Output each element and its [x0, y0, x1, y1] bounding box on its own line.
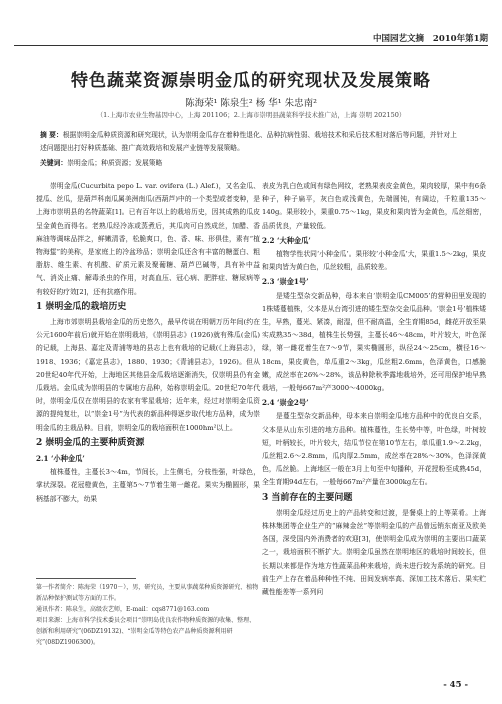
paragraph: 是蔓生型杂交新品种，母本来自崇明金瓜地方品种中的优良自交系，父本是从山东引进的地方品种。植株蔓性，生长势中等，叶色绿，叶树较短，叶柄较长，叶片较大，结瓜节位在第10节左右，单瓜重1.9～2.2kg，瓜丝粗2.6～2.8mm，瓜肉厚2.5mm，成丝率在28%～30%，色泽深黄色，瓜丝脆。上海地区一般在3月上旬至中旬播种，开花授粉至成熟45d，全生育期94d左右，一般每667m²产量在3000kg左右。 — [262, 412, 486, 487]
footnote-author: 第一作者简介：陈海荣（1970－），男，研究员，主要从事蔬菜种质资源研究、植物新品种保护测试等方面的工作。 — [36, 584, 259, 602]
paragraph: 崇明金瓜(Cucurbita pepo L. var. ovifera (L.) Alef.)，又名金瓜、搅瓜、丝瓜，是葫芦科南瓜属美洲南瓜(西葫芦)中的一个类型或者变种，是上海市崇明县的名特蔬菜[1]。已有百年以上的栽培历史，因其成熟的瓜皮呈金黄色而得名。老熟瓜经冷冻或蒸煮后，其瓜肉可自然成丝，加醋、香麻油等调味品拌之，鲜嫩清香，松脆爽口，色、香、味、形俱佳，素有“植物海蜇”的美称，是家庭上的冷盆珍品；崇明金瓜还含有丰富的糖蛋白、粗脂肪、维生素、有机酸、矿质元素及聚葡糖、葫芦巴碱等，具有补中益气、消炎止痛、解毒杀虫的作用，对高血压、冠心病、肥胖症、糖尿病等有较好的疗效[2]，还有抗癌作用。 — [36, 182, 260, 296]
paragraph: 是矮生型杂交新品种，母本来自‘崇明金瓜CM005’的营种田里发现的1株矮蔓植株，父本是从台湾引进的矮生型杂交金瓜品种。‘崇金1号’植株矮生，早熟，蔓光、紧凑，耐湿，但不耐高温，全生育期85d，雌花开放至果实成熟35～38d，植株生长势强，主蔓长46～48cm，叶片较大，叶色深绿，第一雌花着生在7～9节，果实椭圆形，纵径24～25cm，横径16～18cm，果皮黄色，单瓜重2～3kg，瓜丝粗2.6mm，色泽黄色，口感脆嫩，成丝率在26%～28%，该品种除秋季露地栽培外，还可用保护地早熟栽培，一般每667m²产3000～4000kg。 — [262, 291, 486, 393]
abstract-text: 根据崇明金瓜种质资源和研究现状，认为崇明金瓜存在着种性退化、品种抗病性弱、栽培技术和采后技术相对落后等问题，并针对上述问题提出打好种质基础、推广高效栽培和发展产业链等发展策略。 — [40, 131, 457, 152]
paragraph: 崇明金瓜经过历史上的产品转变和过渡，是餐桌上的上等菜肴。上海株林集团等企业生产的“麻辣金丝”等崇明金瓜的产品曾远销东南亚及欧美各国，深受国内外消费者的欢迎[3]，使崇明金瓜成为崇明的主要出口蔬菜之一，栽培面积不断扩大。崇明金瓜虽然在崇明地区的栽培时间较长，但长期以来都是作为地方性蔬菜品种来栽培，尚未进行较为系统的研究。目前生产上存在着品种种性不纯、田间发病率高、深加工技术落后、果实贮藏性能差等一系列问 — [262, 508, 486, 597]
affiliation: （1.上海市农业生物基因中心，上海 201106；2.上海市崇明县蔬菜科学技术推广站，上海 崇明 202150） — [96, 111, 406, 119]
keywords-text: 崇明金瓜；种质资源；发展策略 — [67, 159, 163, 167]
abstract — [40, 129, 462, 155]
journal-name: 中国园艺文摘 — [373, 34, 425, 44]
page-number: - 45 - — [443, 680, 468, 690]
footnote-rule — [36, 578, 136, 579]
footnote — [36, 582, 260, 648]
footnote-funding: 项目来源：上海市科学技术委员会项目“崇明岛优良农作物种质资源的收集、整理、创新和利用研究”(06DZ19132)、“崇明金瓜等特色农产品种质资源利用研究”(08DZ1906300)。 — [36, 617, 256, 646]
section-heading: 2.4 ‘崇金2号’ — [262, 398, 309, 408]
keywords-label: 关键词： — [40, 159, 68, 167]
paragraph: 植物学性状同‘小种金瓜’。果形较‘小种金瓜’大，果重1.5～2kg，果皮和果肉皆为黄白色，瓜丝较粗，品质较差。 — [262, 250, 486, 272]
paragraph: 植株蔓性，主蔓长3～4m，节间长，上生侧毛，分枝性强，叶绿色，掌状深裂。花冠橙黄色，主蔓第5～7节着生第一雌花。果实为椭圆形，果柄基部不膨大，幼果 — [36, 468, 260, 503]
section-heading: 2.3 ‘崇金1号’ — [262, 277, 309, 287]
keywords — [40, 157, 462, 167]
paragraph: 表皮为乳白色或间有绿色网纹，老熟果表皮金黄色，果肉较厚，果中有6条种子，种子扁平，灰白色或浅黄色，先端圆钝，有阔边，千粒重135～140g。果形较小，果重0.75～1kg，果皮和果肉皆为金黄色，瓜丝细密，品质优良，产量较低。 — [262, 182, 486, 230]
section-heading: 1 崇明金瓜的栽培历史 — [36, 301, 127, 312]
journal-issue: 2010年第1期 — [432, 34, 488, 44]
section-heading: 3 当前存在的主要问题 — [262, 492, 353, 503]
section-heading: 2 崇明金瓜的主要种质资源 — [36, 437, 145, 448]
paragraph: 上海市郊崇明县栽培金瓜的历史悠久，最早传说在明朝万历年间(约在公元1600年前后)就开始在崇明栽培，《崇明县志》(1926)就有殊瓜(金瓜)的记载，上海县、嘉定及青浦等地的县志上也有栽培的记载(《上海县志》，1918、1936；《嘉定县志》，1880、1930；《青浦县志》，1926)。但从20世纪40年代开始，上海地区其他县金瓜栽培逐渐消失，仅崇明县仍有金瓜栽培。金瓜成为崇明县的专属地方品种，始称崇明金瓜。20世纪70年代时，崇明金瓜仅在崇明县的农家有零星栽培；近年来，经过对崇明金瓜资源的提纯复壮，以“崇金1号”为代表的新品种得逐步取代地方品种，成为崇明金瓜的主栽品种。目前，崇明金瓜的栽培面积在1000hm²以上。 — [36, 318, 260, 432]
left-column — [36, 180, 260, 506]
header-rule — [14, 45, 488, 46]
authors: 陈海荣¹ 陈泉生² 杨 华¹ 朱忠南² — [185, 98, 317, 109]
journal-header — [373, 32, 488, 44]
footnote-correspondence: 通讯作者：陈泉生，高级农艺师，E-mail：cqs8771@163.com — [36, 606, 210, 613]
paper-title: 特色蔬菜资源崇明金瓜的研究现状及发展策略 — [71, 71, 431, 91]
section-heading: 2.1 ‘小种金瓜’ — [36, 454, 85, 464]
section-heading: 2.2 ‘大种金瓜’ — [262, 235, 311, 245]
right-column — [262, 180, 486, 599]
abstract-label: 摘 要： — [40, 131, 63, 139]
